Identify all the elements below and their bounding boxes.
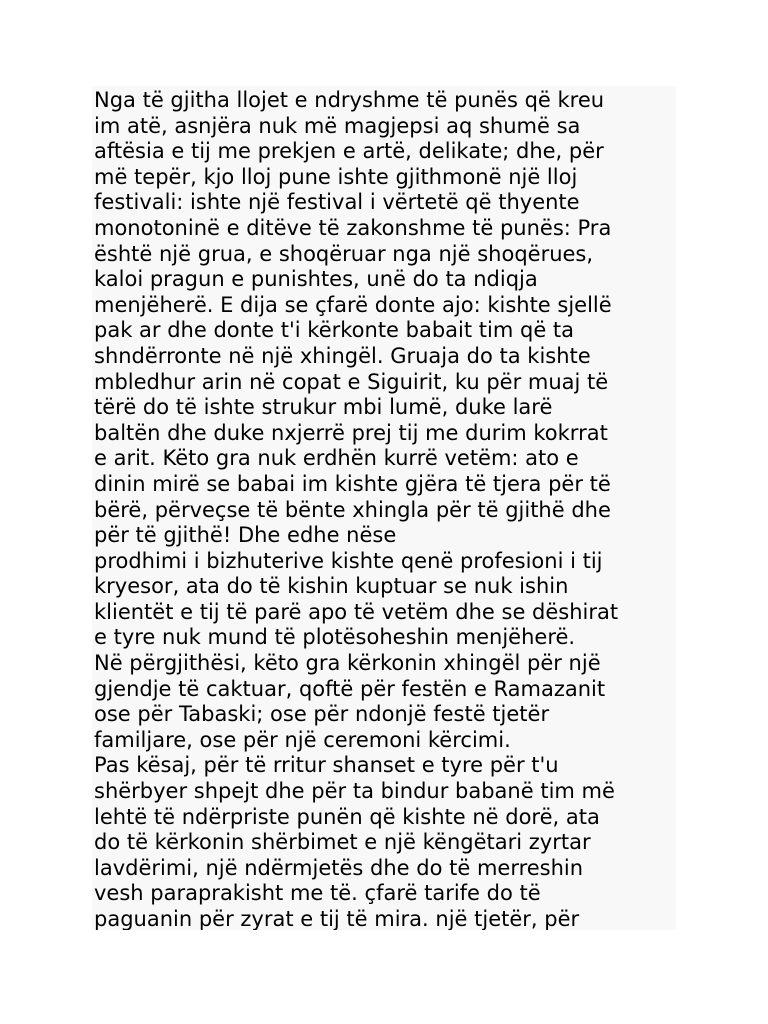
text-line: shërbyer shpejt dhe për ta bindur babanë tim më: [94, 779, 615, 804]
text-line: pak ar dhe donte t'i kërkonte babait tim që ta: [94, 318, 575, 343]
text-line: familjare, ose për një ceremoni kërcimi.: [94, 727, 511, 752]
text-line: bërë, përveçse të bënte xhingla për të gjithë dhe: [94, 497, 611, 522]
text-line: aftësia e tij me prekjen e artë, delikate; dhe, për: [94, 139, 604, 164]
text-line: baltën dhe duke nxjerrë prej tij me durim kokrrat: [94, 420, 608, 445]
text-line: ose për Tabaski; ose për ndonjë festë tjetër: [94, 702, 550, 727]
text-line: vesh paraprakisht me të. çfarë tarife do të: [94, 881, 541, 906]
text-line: im atë, asnjëra nuk më magjepsi aq shumë sa: [94, 113, 581, 138]
text-line: shndërronte në një xhingël. Gruaja do ta kishte: [94, 343, 591, 368]
text-line: lavdërimi, një ndërmjetës dhe do të merreshin: [94, 855, 584, 880]
text-line: Nga të gjitha llojet e ndryshme të punës që kreu: [94, 88, 605, 112]
text-line: festivali: ishte një festival i vërtetë që thyente: [94, 190, 580, 215]
text-line: e tyre nuk mund të plotësoheshin menjëherë.: [94, 625, 576, 650]
text-line: tërë do të ishte strukur mbi lumë, duke larë: [94, 395, 553, 420]
text-block: [92, 86, 676, 930]
text-line: gjendje të caktuar, qoftë për festën e Ramazanit: [94, 676, 606, 701]
text-line: mbledhur arin në copat e Siguirit, ku për muaj të: [94, 369, 609, 394]
text-line: është një grua, e shoqëruar nga një shoqërues,: [94, 241, 594, 266]
text-line: monotoninë e ditëve të zakonshme të punës: Pra: [94, 215, 612, 240]
text-line: klientët e tij të parë apo të vetëm dhe se dëshirat: [94, 599, 619, 624]
text-line: më tepër, kjo lloj pune ishte gjithmonë një lloj: [94, 164, 578, 189]
text-line: menjëherë. E dija se çfarë donte ajo: kishte sjellë: [94, 292, 612, 317]
text-line: për të gjithë! Dhe edhe nëse: [94, 523, 397, 548]
text-line: Pas kësaj, për të rritur shanset e tyre për t'u: [94, 753, 559, 778]
text-line: prodhimi i bizhuterive kishte qenë profesioni i tij: [94, 548, 603, 573]
text-line: kaloi pragun e punishtes, unë do ta ndiqja: [94, 267, 538, 292]
text-line: lehtë të ndërpriste punën që kishte në dorë, ata: [94, 804, 600, 829]
text-line: dinin mirë se babai im kishte gjëra të tjera për të: [94, 471, 611, 496]
text-line: do të kërkonin shërbimet e një këngëtari zyrtar: [94, 830, 591, 855]
text-line: paguanin për zyrat e tij të mira. një tjetër, për: [94, 907, 580, 930]
text-line: kryesor, ata do të kishin kuptuar se nuk ishin: [94, 574, 569, 599]
text-line: e arit. Këto gra nuk erdhën kurrë vetëm: ato e: [94, 446, 579, 471]
text-line: Në përgjithësi, këto gra kërkonin xhingël për një: [94, 651, 601, 676]
